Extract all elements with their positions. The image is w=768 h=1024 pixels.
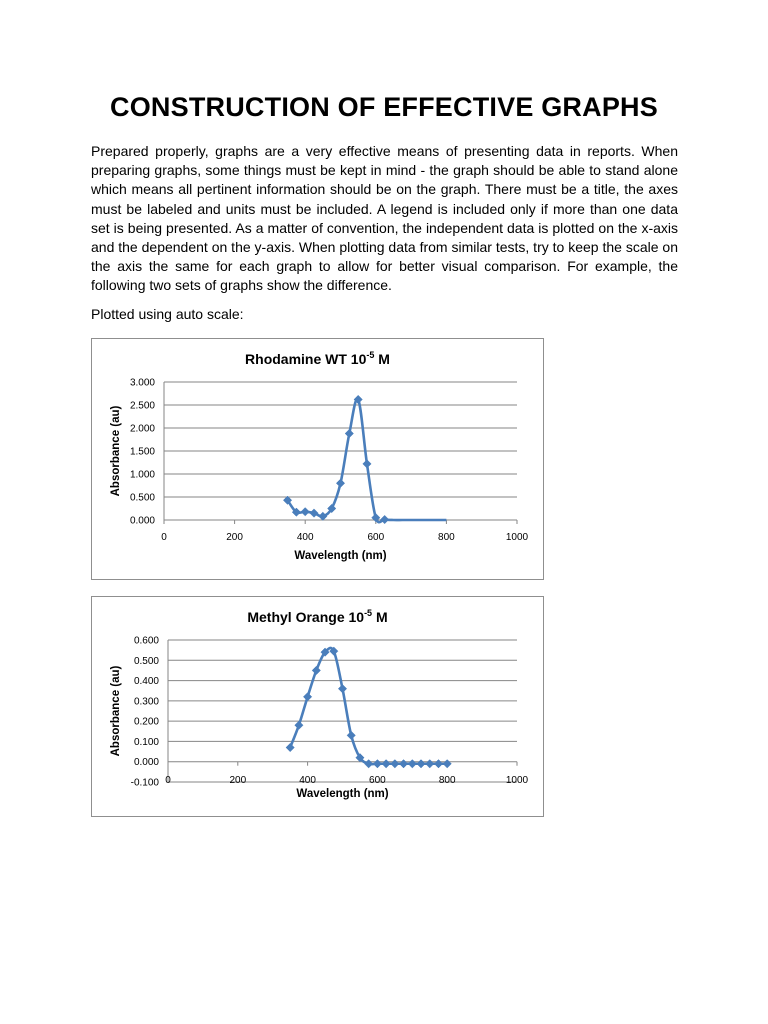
- rhodamine-y-tick-label: 3.000: [129, 377, 155, 389]
- rhodamine-chart: [91, 338, 544, 580]
- methyl-orange-data-point: [382, 760, 390, 768]
- rhodamine-x-tick-label: 0: [161, 532, 167, 543]
- auto-scale-note: Plotted using auto scale:: [91, 306, 244, 322]
- methyl-orange-data-point: [364, 760, 372, 768]
- methyl-orange-y-tick-label: 0.100: [133, 736, 159, 748]
- rhodamine-y-tick-label: 0.000: [129, 515, 155, 527]
- rhodamine-data-point: [345, 429, 353, 437]
- methyl-orange-y-tick-label: 0.300: [133, 696, 159, 708]
- methyl-orange-data-point: [408, 760, 416, 768]
- methyl-orange-data-point: [399, 760, 407, 768]
- rhodamine-y-tick-label: 2.500: [129, 400, 155, 412]
- methyl-orange-series-line: [290, 648, 447, 764]
- rhodamine-data-point: [372, 514, 380, 522]
- methyl-orange-x-tick-label: 1000: [505, 775, 529, 786]
- rhodamine-y-axis-label: Absorbance (au): [110, 405, 122, 497]
- methyl-orange-data-point: [434, 760, 442, 768]
- methyl-orange-data-point: [303, 693, 311, 701]
- rhodamine-data-point: [363, 460, 371, 468]
- rhodamine-data-point: [336, 479, 344, 487]
- rhodamine-chart-title: Rhodamine WT $10^{-5}$ M: [245, 350, 390, 367]
- methyl-orange-data-point: [338, 684, 346, 692]
- methyl-orange-x-tick-label: 800: [438, 775, 456, 786]
- rhodamine-data-point: [319, 512, 327, 520]
- methyl-orange-x-tick-label: 400: [299, 775, 316, 786]
- methyl-orange-y-tick-label: -0.100: [130, 777, 159, 789]
- methyl-orange-data-point: [391, 760, 399, 768]
- methyl-orange-data-point: [417, 760, 425, 768]
- rhodamine-x-tick-label: 600: [367, 532, 385, 543]
- methyl-orange-data-point: [443, 760, 451, 768]
- methyl-orange-y-tick-label: 0.400: [133, 676, 159, 688]
- methyl-orange-y-axis-label: Absorbance (au): [110, 665, 122, 757]
- rhodamine-x-tick-label: 1000: [505, 532, 529, 543]
- rhodamine-y-tick-label: 1.000: [129, 469, 155, 481]
- methyl-orange-x-axis-label: Wavelength (nm): [296, 788, 389, 800]
- methyl-orange-y-tick-label: 0.600: [133, 635, 159, 647]
- methyl-orange-chart: [91, 596, 544, 817]
- rhodamine-x-axis-label: Wavelength (nm): [294, 550, 387, 562]
- methyl-orange-data-point: [295, 721, 303, 729]
- rhodamine-data-point: [310, 509, 318, 517]
- methyl-orange-y-tick-label: 0.000: [133, 757, 159, 769]
- methyl-orange-chart-svg: [92, 597, 543, 816]
- methyl-orange-data-point: [373, 760, 381, 768]
- methyl-orange-x-tick-label: 0: [165, 775, 171, 786]
- methyl-orange-x-tick-label: 600: [369, 775, 386, 786]
- rhodamine-chart-svg: [92, 339, 543, 579]
- methyl-orange-data-point: [347, 731, 355, 739]
- page-title: CONSTRUCTION OF EFFECTIVE GRAPHS: [110, 92, 658, 122]
- rhodamine-y-tick-label: 2.000: [129, 423, 155, 435]
- methyl-orange-y-tick-label: 0.200: [133, 716, 159, 728]
- rhodamine-y-tick-label: 0.500: [129, 492, 155, 504]
- methyl-orange-y-tick-label: 0.500: [133, 655, 159, 667]
- methyl-orange-data-point: [286, 743, 294, 751]
- rhodamine-x-tick-label: 200: [226, 532, 243, 543]
- intro-paragraph: Prepared properly, graphs are a very effective means of presenting data in reports. When preparing graphs, some things must be kept in mind - the graph should be able to stand alone which means all pertinent information should be on the graph. There must be a title, the axes must be labeled and units must be included. A legend is included only if more than one data set is being presented. As a matter of convention, the independent data is plotted on the x-axis and the dependent on the y-axis. When plotting data from similar tests, try to keep the scale on the axis the same for each graph to allow for better visual comparison. For example, the following two sets of graphs show the difference.: [91, 143, 678, 294]
- rhodamine-x-tick-label: 800: [438, 532, 455, 543]
- rhodamine-data-point: [301, 508, 309, 516]
- methyl-orange-x-tick-label: 200: [229, 775, 247, 786]
- rhodamine-y-tick-label: 1.500: [129, 446, 155, 458]
- methyl-orange-data-point: [312, 666, 320, 674]
- methyl-orange-chart-title: Methyl Orange $10^{-5}$ M: [247, 608, 388, 625]
- methyl-orange-data-point: [426, 760, 434, 768]
- rhodamine-x-tick-label: 400: [296, 532, 314, 543]
